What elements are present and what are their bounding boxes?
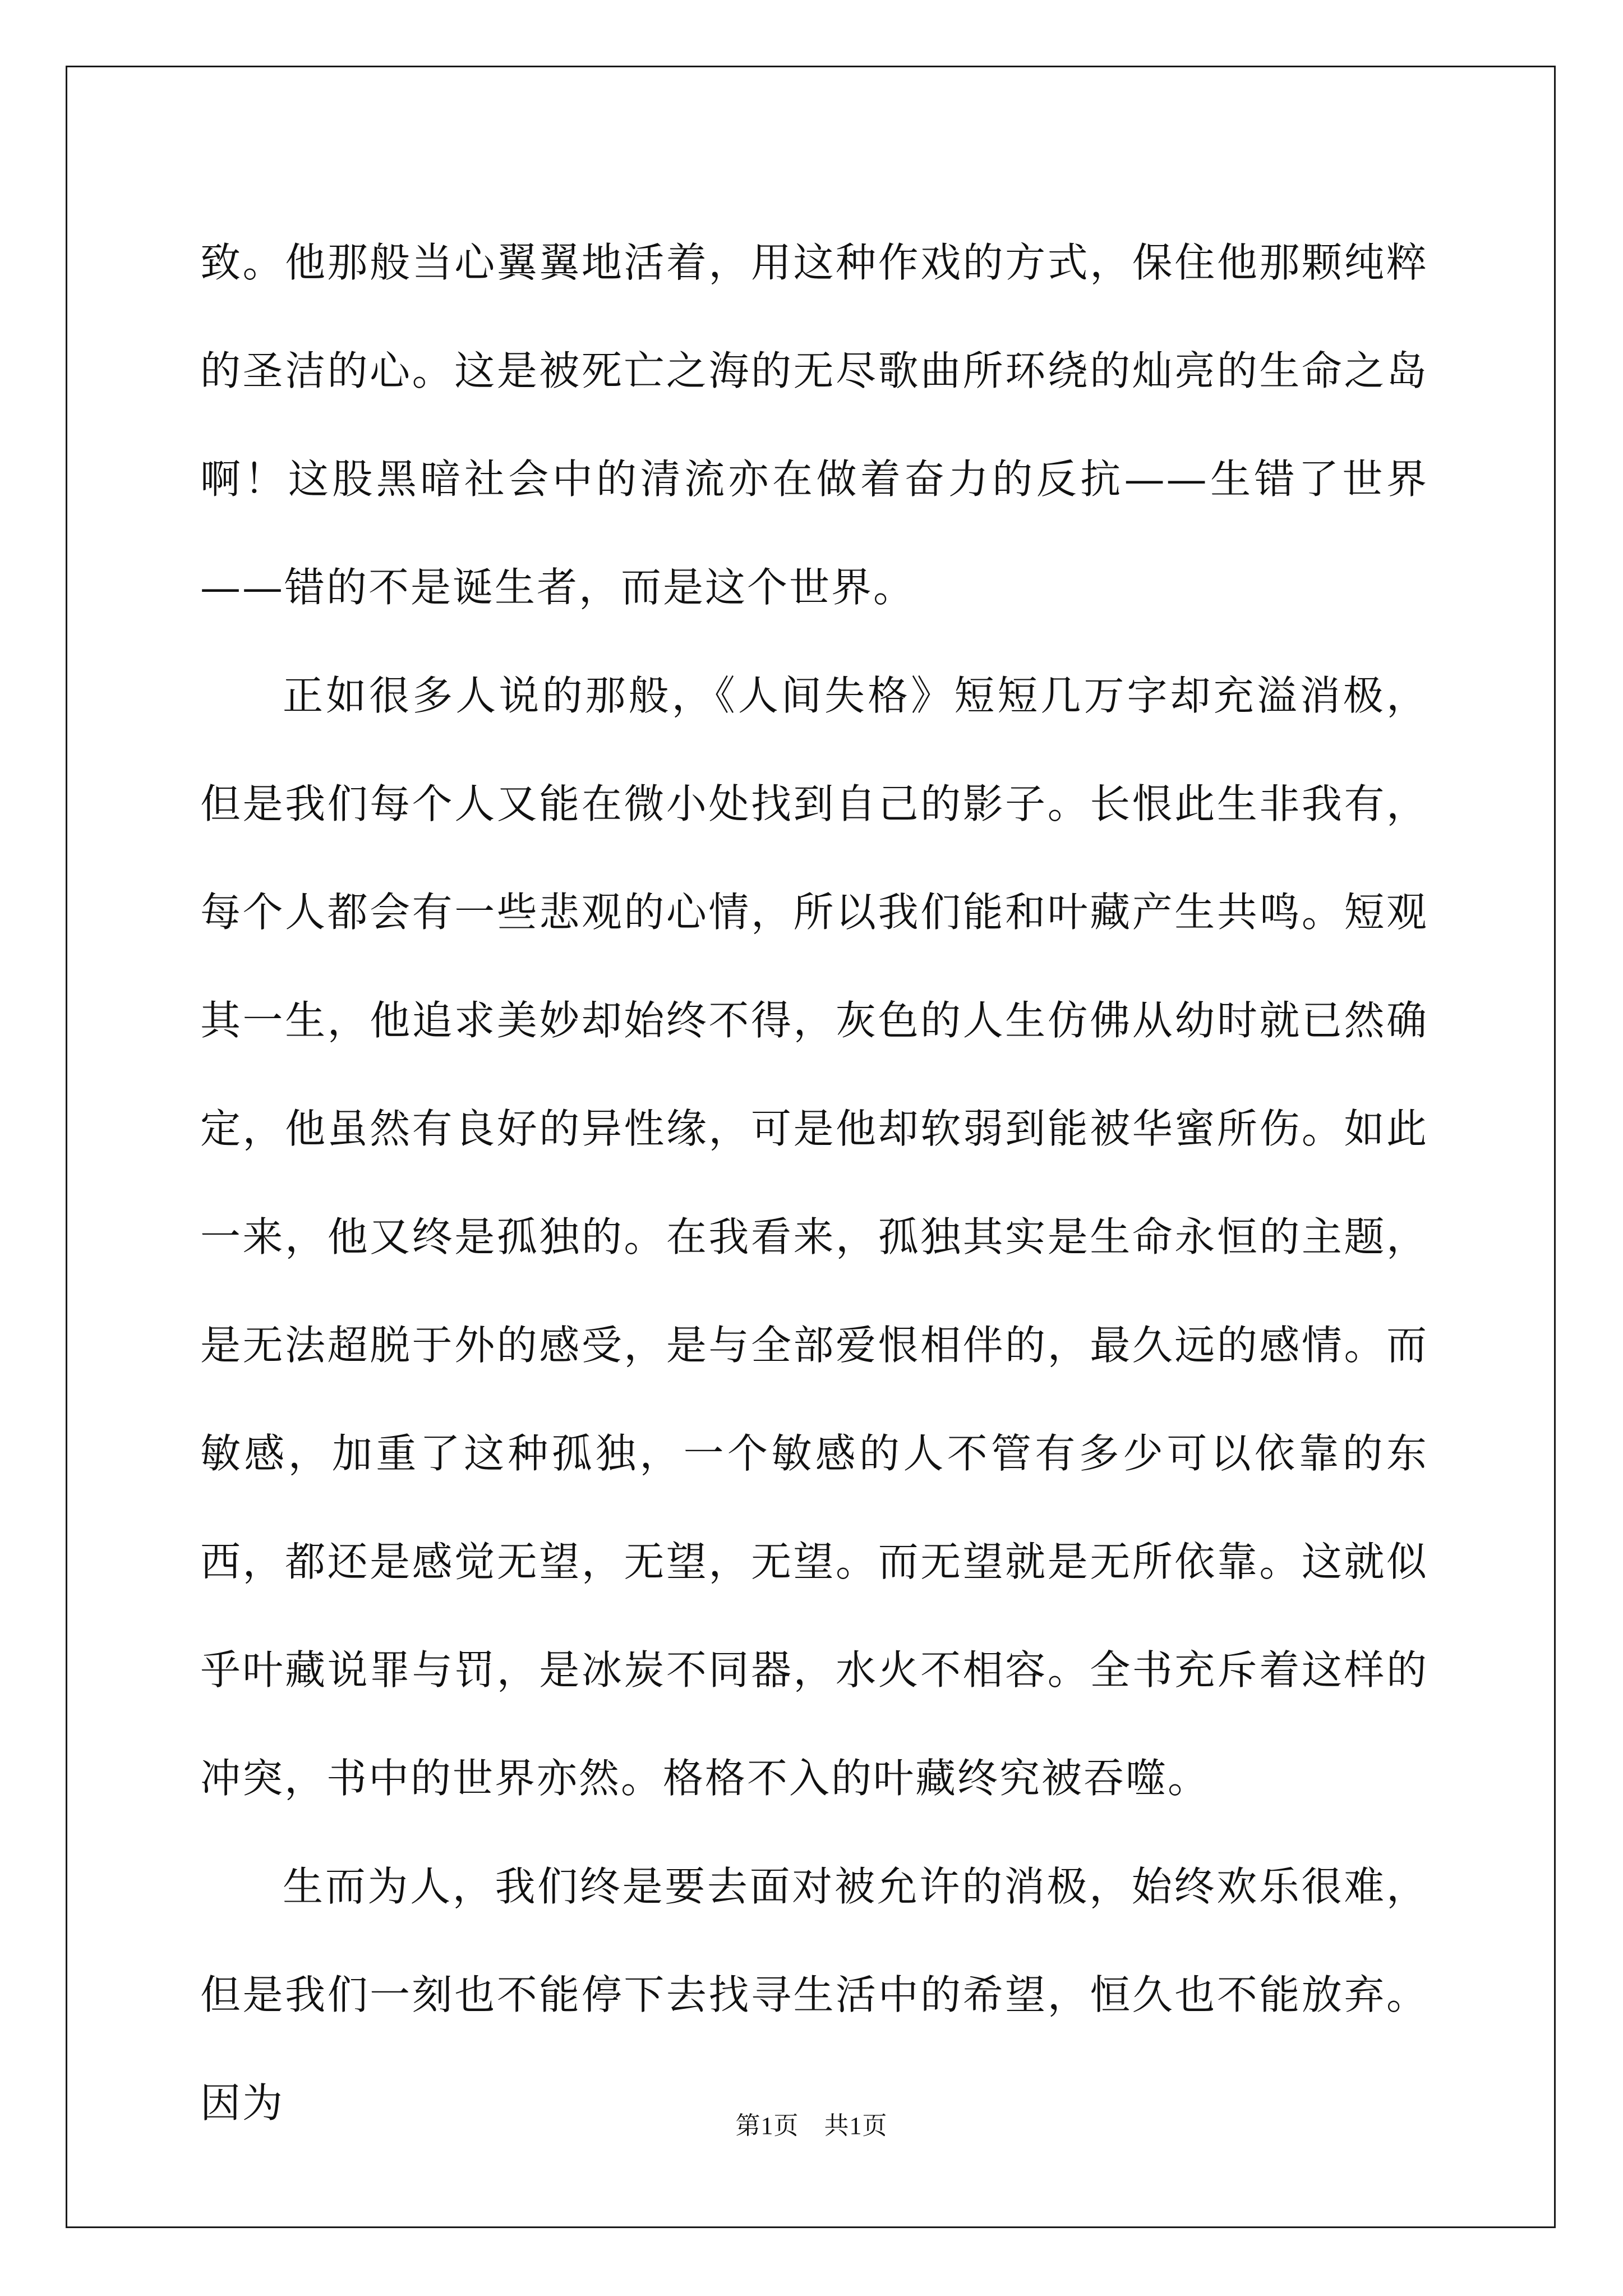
document-body	[200, 209, 1428, 2157]
paragraph-1: 致。他那般当心翼翼地活着，用这种作戏的方式，保住他那颗纯粹的圣洁的心。这是被死亡之海的无尽歌曲所环绕的灿亮的生命之岛啊！这股黑暗社会中的清流亦在做着奋力的反抗——生错了世界——错的不是诞生者，而是这个世界。	[200, 239, 1428, 611]
paragraph-3: 生而为人，我们终是要去面对被允许的消极，始终欢乐很难，但是我们一刻也不能停下去找寻生活中的希望，恒久也不能放弃。因为	[200, 1863, 1428, 2127]
paragraph-2: 正如很多人说的那般，《人间失格》短短几万字却充溢消极，但是我们每个人又能在微小处找到自己的影子。长恨此生非我有，每个人都会有一些悲观的心情，所以我们能和叶藏产生共鸣。短观其一生，他追求美妙却始终不得，灰色的人生仿佛从幼时就已然确定，他虽然有良好的异性缘，可是他却软弱到能被华蜜所伤。如此一来，他又终是孤独的。在我看来，孤独其实是生命永恒的主题，是无法超脱于外的感受，是与全部爱恨相伴的，最久远的感情。而敏感，加重了这种孤独，一个敏感的人不管有多少可以依靠的东西，都还是感觉无望，无望，无望。而无望就是无所依靠。这就似乎叶藏说罪与罚，是冰炭不同器，水火不相容。全书充斥着这样的冲突，书中的世界亦然。格格不入的叶藏终究被吞噬。	[200, 672, 1428, 1802]
page-number-footer: 第1页 共1页	[735, 2112, 888, 2139]
